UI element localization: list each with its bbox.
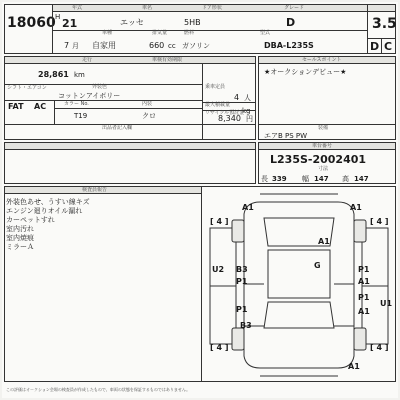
footer-note: この評価はオークション会場の検査員が作成したもので、車両の状態を保証するものではありません。 bbox=[6, 387, 191, 392]
damage-code-left-p1: P1 bbox=[236, 277, 248, 286]
header-recycle: リサイクル預託金 bbox=[205, 110, 245, 116]
color-value: コットンアイボリー bbox=[58, 92, 121, 100]
mileage-unit: km bbox=[74, 71, 85, 79]
tire-front-left-value: 4 bbox=[216, 217, 223, 226]
height-label: 高 bbox=[342, 175, 349, 183]
door-type: 5HB bbox=[184, 18, 201, 27]
tire-front-left: [ 4 ] bbox=[210, 217, 229, 226]
report-line-0: 外装色あせ、うすい線キズ bbox=[6, 198, 90, 206]
header-chassis: 車台番号 bbox=[312, 143, 333, 149]
tire-rear-left-value: 4 bbox=[216, 343, 223, 352]
damage-code-front-a1: A1 bbox=[242, 203, 254, 212]
report-line-5: ミラーＡ bbox=[6, 243, 34, 251]
mileage-value: 28,861 bbox=[38, 70, 69, 79]
tire-rear-right-value: 4 bbox=[376, 343, 383, 352]
height-value: 147 bbox=[354, 175, 369, 183]
equipment-text: エアB PS PW bbox=[264, 132, 308, 140]
damage-diagram bbox=[202, 188, 395, 380]
tire-rear-right: [ 4 ] bbox=[370, 343, 389, 352]
fuel-value: ガソリン bbox=[182, 42, 210, 50]
tire-front-right-value: 4 bbox=[376, 217, 383, 226]
interior-score: D bbox=[370, 40, 380, 53]
damage-code-right-p1-rear: P1 bbox=[358, 293, 370, 302]
header-interior: 内装 bbox=[142, 101, 153, 107]
exterior-score: C bbox=[384, 40, 393, 53]
damage-code-right-a1-rear: A1 bbox=[358, 307, 370, 316]
month-value: 7 bbox=[64, 41, 70, 50]
color-no-value: T19 bbox=[74, 112, 88, 120]
width-label: 幅 bbox=[302, 175, 309, 183]
damage-code-front-right-a1: A1 bbox=[350, 203, 362, 212]
header-grade: グレード bbox=[284, 5, 305, 11]
header-owner-notes: 出品者記入欄 bbox=[102, 125, 133, 131]
header-dims: 寸法 bbox=[318, 166, 329, 172]
report-line-3: 室内汚れ bbox=[6, 225, 34, 233]
damage-code-left-u2: U2 bbox=[212, 265, 225, 274]
lot-number: 18060 bbox=[7, 15, 56, 31]
damage-code-left-p1-rear: P1 bbox=[236, 305, 248, 314]
interior-color-value: クロ bbox=[142, 112, 156, 120]
header-model: 車名 bbox=[142, 5, 153, 11]
month-unit: 月 bbox=[72, 42, 79, 50]
load-unit: kg bbox=[242, 107, 251, 115]
header-maker: 年式 bbox=[72, 5, 83, 11]
header-color: 外装色 bbox=[92, 84, 108, 90]
header-usage: 車種 bbox=[102, 30, 113, 36]
era-letter: H bbox=[55, 13, 61, 21]
header-load: 最大積載量 bbox=[205, 102, 231, 108]
grade-value: D bbox=[286, 16, 296, 29]
damage-code-hood-a1: A1 bbox=[318, 237, 330, 246]
capacity-value: 4 bbox=[234, 93, 240, 102]
header-equip: 装備 bbox=[318, 125, 329, 131]
header-shift: シフト・エアコン bbox=[7, 85, 47, 91]
damage-code-right-a1: A1 bbox=[358, 277, 370, 286]
chassis-number: L235S-2002401 bbox=[270, 153, 367, 166]
inspection-sheet bbox=[2, 2, 398, 398]
sales-point-text: ★オークションデビュー★ bbox=[264, 68, 347, 76]
usage-value: 自家用 bbox=[92, 41, 116, 50]
aircon-value: AC bbox=[34, 102, 47, 111]
damage-code-rear-a1: A1 bbox=[348, 362, 360, 371]
tire-front-right: [ 4 ] bbox=[370, 217, 389, 226]
capacity-unit: 人 bbox=[244, 94, 251, 102]
year-value: 21 bbox=[62, 17, 78, 30]
width-value: 147 bbox=[314, 175, 329, 183]
length-label: 長 bbox=[261, 175, 268, 183]
damage-code-right-p1: P1 bbox=[358, 265, 370, 274]
recycle-value: 8,340 bbox=[218, 114, 241, 123]
recycle-unit: 円 bbox=[246, 115, 253, 123]
header-mileage: 走行 bbox=[82, 57, 93, 63]
header-sales-point: セールスポイント bbox=[302, 57, 342, 63]
damage-code-right-u1: U1 bbox=[380, 299, 393, 308]
header-fuel: 燃料 bbox=[184, 30, 195, 36]
header-color-no: カラー No. bbox=[64, 101, 89, 107]
overall-score: 3.5 bbox=[372, 16, 397, 32]
report-line-1: エンジン廻りオイル漏れ bbox=[6, 207, 83, 215]
model-name: エッセ bbox=[120, 18, 144, 27]
damage-code-left-b3-rear: B3 bbox=[240, 321, 252, 330]
model-code: DBA-L235S bbox=[264, 41, 314, 50]
damage-code-left-b3: B3 bbox=[236, 265, 248, 274]
tire-rear-left: [ 4 ] bbox=[210, 343, 229, 352]
header-doors: ドア形状 bbox=[202, 5, 222, 11]
report-line-4: 室内焼痕 bbox=[6, 234, 34, 242]
header-report: 検査員報告 bbox=[82, 187, 108, 193]
damage-code-roof-g: G bbox=[314, 261, 321, 270]
length-value: 339 bbox=[272, 175, 287, 183]
header-displacement: 排気量 bbox=[152, 30, 168, 36]
header-type: 型式 bbox=[260, 30, 271, 36]
engine-unit: cc bbox=[168, 42, 176, 50]
report-line-2: カーペットすれ bbox=[6, 216, 55, 224]
shift-value: FAT bbox=[8, 102, 24, 111]
header-inspection: 車検有効期限 bbox=[152, 57, 183, 63]
engine-cc: 660 bbox=[149, 41, 165, 50]
header-capacity: 乗車定員 bbox=[205, 84, 226, 90]
